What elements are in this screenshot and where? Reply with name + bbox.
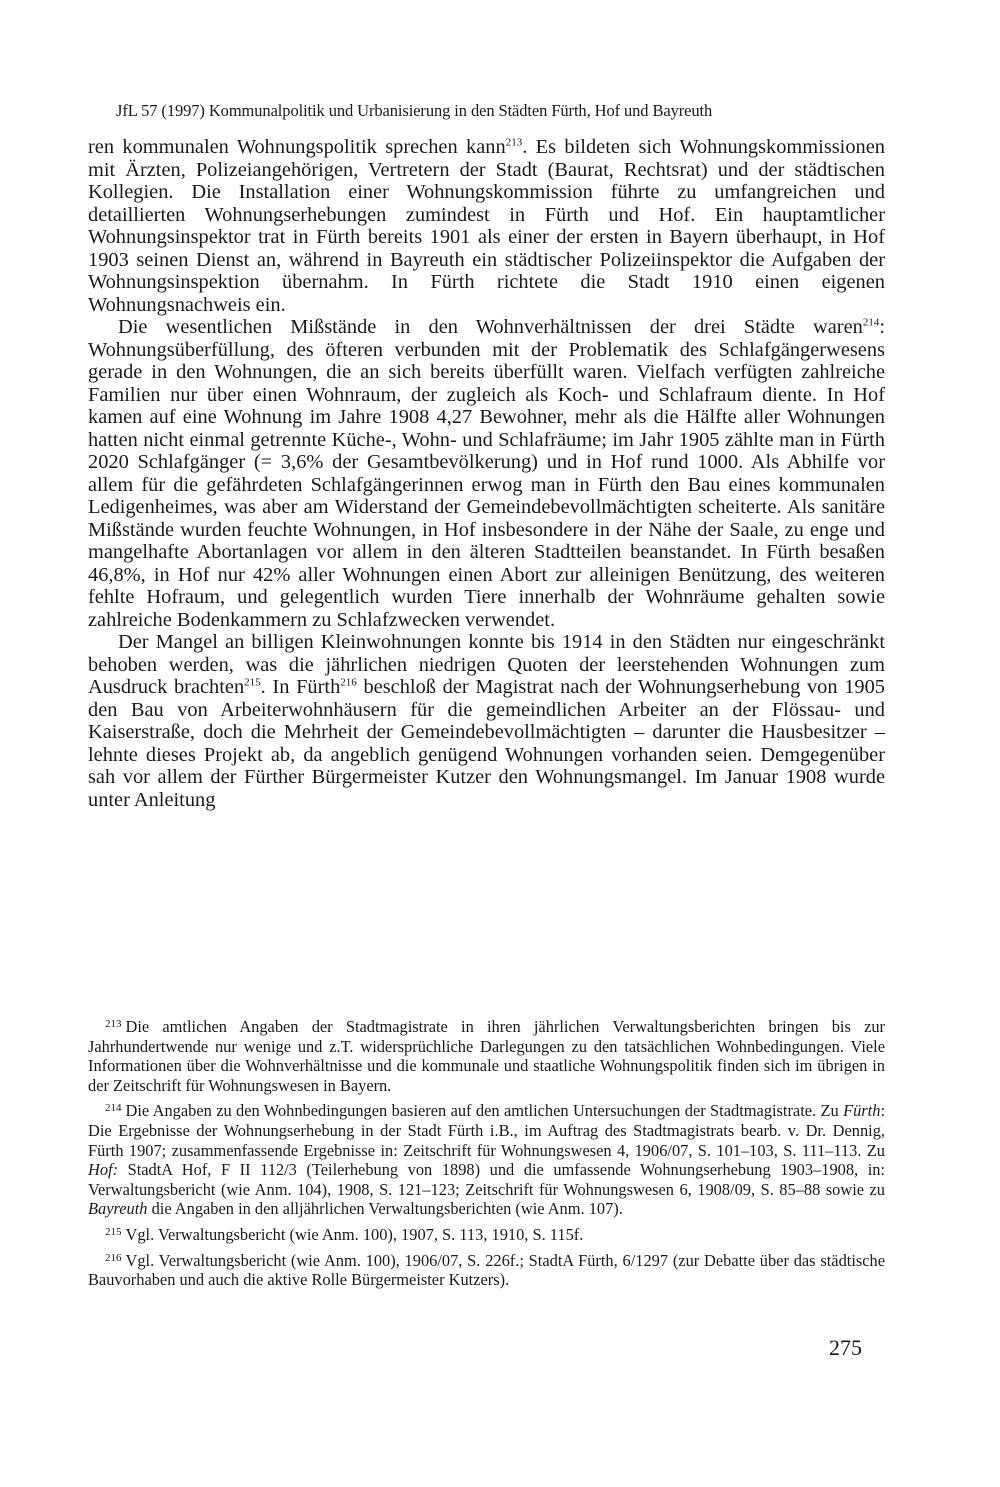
footnote-text: Die amtlichen Angaben der Stadtmagistrate in ihren jährlichen Verwaltungsberichten bringen bis zur Jahrhundertwende nur wenige und z.T. widersprüchliche Darlegungen zu den tatsächlichen Wohnbedingungen. Viele Informationen über die Wohnverhältnisse und die kommunale und staatliche Wohnungspolitik finden sich im übrigen in der Zeitschrift für Wohnungswesen in Bayern. (88, 1017, 885, 1095)
footnote-number: 216 (105, 1251, 122, 1264)
footnotes (88, 1017, 885, 1296)
footnote-text: Vgl. Verwaltungsbericht (wie Anm. 100), 1907, S. 113, 1910, S. 115f. (125, 1224, 584, 1244)
footnote-text: die Angaben in den alljährlichen Verwaltungsberichten (wie Anm. 107). (147, 1199, 623, 1219)
footnote-number: 215 (105, 1226, 122, 1238)
paragraph-3 (88, 631, 885, 811)
footnote-213 (88, 1017, 885, 1095)
footnote-text: : Die Ergebnisse der Wohnungserhebung in der Stadt Fürth i.B., im Auftrag des Stadtmagistrats bearb. v. Dr. Dennig, Fürth 1907; zusammenfassende Ergebnisse in: Zeitschrift für Wohnungswesen 4, 1906/07, S. 101–103, S. 111–113. Zu (88, 1101, 885, 1160)
paragraph-1 (88, 136, 885, 316)
footnote-italic-place: Hof: (88, 1160, 119, 1180)
footnote-text: Die Angaben zu den Wohnbedingungen basieren auf den amtlichen Untersuchungen der Stadtmagistrate. Zu (125, 1101, 844, 1121)
page-number: 275 (829, 1335, 862, 1360)
footnote-ref-214[interactable]: 214 (862, 316, 880, 329)
footnote-italic-place: Fürth (843, 1101, 881, 1121)
footnote-216 (88, 1251, 885, 1290)
running-head: JfL 57 (1997) Kommunalpolitik und Urbanisierung in den Städten Fürth, Hof und Bayreuth (116, 101, 713, 120)
paragraph-3-text-a: Der Mangel an billigen Kleinwohnungen konnte bis 1914 in den Städten nur eingeschränkt behoben werden, was die jährlichen niedrigen Quoten der leerstehenden Wohnungen zum Ausdruck brachten (88, 631, 885, 698)
paragraph-1-text-a: ren kommunalen Wohnungspolitik sprechen kann (88, 136, 506, 158)
paragraph-2-text-a: Die wesentlichen Mißstände in den Wohnverhältnissen der drei Städte waren (118, 316, 863, 338)
footnote-text: Vgl. Verwaltungsbericht (wie Anm. 100), 1906/07, S. 226f.; StadtA Fürth, 6/1297 (zur Debatte über das städtische Bauvorhaben und auch die aktive Rolle Bürgermeister Kutzers). (88, 1250, 885, 1290)
footnote-italic-place: Bayreuth (88, 1199, 148, 1219)
main-text (88, 136, 885, 811)
footnote-text: StadtA Hof, F II 112/3 (Teilerhebung von 1898) und die umfassende Wohnungserhebung 1903–1908, in: Verwaltungsbericht (wie Anm. 104), 1908, S. 121–123; Zeitschrift für Wohnungswesen 6, 1908/09, S. 85–88 sowie zu (88, 1160, 885, 1199)
footnote-number: 213 (105, 1018, 122, 1031)
paragraph-3-text-c: beschloß der Magistrat nach der Wohnungserhebung von 1905 den Bau von Arbeiterwohnhäusern für die gemeindlichen Arbeiter an der Flössau- und Kaiserstraße, doch die Mehrheit der Gemeindebevollmächtigten – darunter die Hausbesitzer – lehnte dieses Projekt ab, da angeblich genügend Wohnungen vorhanden seien. Demgegenüber sah vor allem der Fürther Bürgermeister Kutzer den Wohnungsmangel. Im Januar 1908 wurde unter Anleitung (88, 676, 886, 811)
footnote-ref-215[interactable]: 215 (244, 676, 261, 689)
paragraph-3-text-b: . In Fürth (260, 676, 341, 698)
paragraph-1-text-b: . Es bildeten sich Wohnungskommissionen mit Ärzten, Polizeiangehörigen, Vertretern der Stadt (Baurat, Rechtsrat) und der städtischen Kollegien. Die Installation einer Wohnungskommission führte zu umfangreichen und detaillierten Wohnungserhebungen zumindest in Fürth und Hof. Ein hauptamtlicher Wohnungsinspektor trat in Fürth bereits 1901 als einer der ersten in Bayern überhaupt, in Hof 1903 seinen Dienst an, während in Bayreuth ein städtischer Polizeiinspektor die Aufgaben der Wohnungsinspektion übernahm. In Fürth richtete die Stadt 1910 einen eigenen Wohnungsnachweis ein. (88, 136, 885, 316)
paragraph-2-text-b: : Wohnungsüberfüllung, des öfteren verbunden mit der Problematik des Schlafgängerwesens gerade in den Wohnungen, die an sich bereits überfüllt waren. Vielfach verfügten zahlreiche Familien nur über einen Wohnraum, der zugleich als Koch- und Schlafraum diente. In Hof kamen auf eine Wohnung im Jahre 1908 4,27 Bewohner, mehr als die Hälfte aller Wohnungen hatten nicht einmal getrennte Küche-, Wohn- und Schlafräume; im Jahr 1905 zählte man in Fürth 2020 Schlafgänger (= 3,6% der Gesamtbevölkerung) und in Hof rund 1000. Als Abhilfe vor allem für die gefährdeten Schlafgängerinnen erwog man in Fürth den Bau eines kommunalen Ledigenheimes, was aber am Widerstand der Gemeindebevollmächtigten scheiterte. Als sanitäre Mißstände wurden feuchte Wohnungen, in Hof insbesondere in der Nähe der Saale, zu enge und mangelhafte Abortanlagen vor allem in den älteren Stadtteilen beanstandet. In Fürth besaßen 46,8%, in Hof nur 42% aller Wohnungen einen Abort zur alleinigen Benützung, des weiteren fehlte Hofraum, und gelegentlich wurden Tiere innerhalb der Wohnräume gehalten sowie zahlreiche Bodenkammern zu Schlafzwecken verwendet. (88, 316, 885, 631)
footnote-214 (88, 1101, 885, 1219)
footnote-ref-213[interactable]: 213 (505, 136, 523, 149)
paragraph-2 (88, 316, 885, 631)
footnote-number: 214 (105, 1102, 122, 1115)
footnote-215 (88, 1225, 885, 1245)
footnote-ref-216[interactable]: 216 (340, 676, 357, 689)
